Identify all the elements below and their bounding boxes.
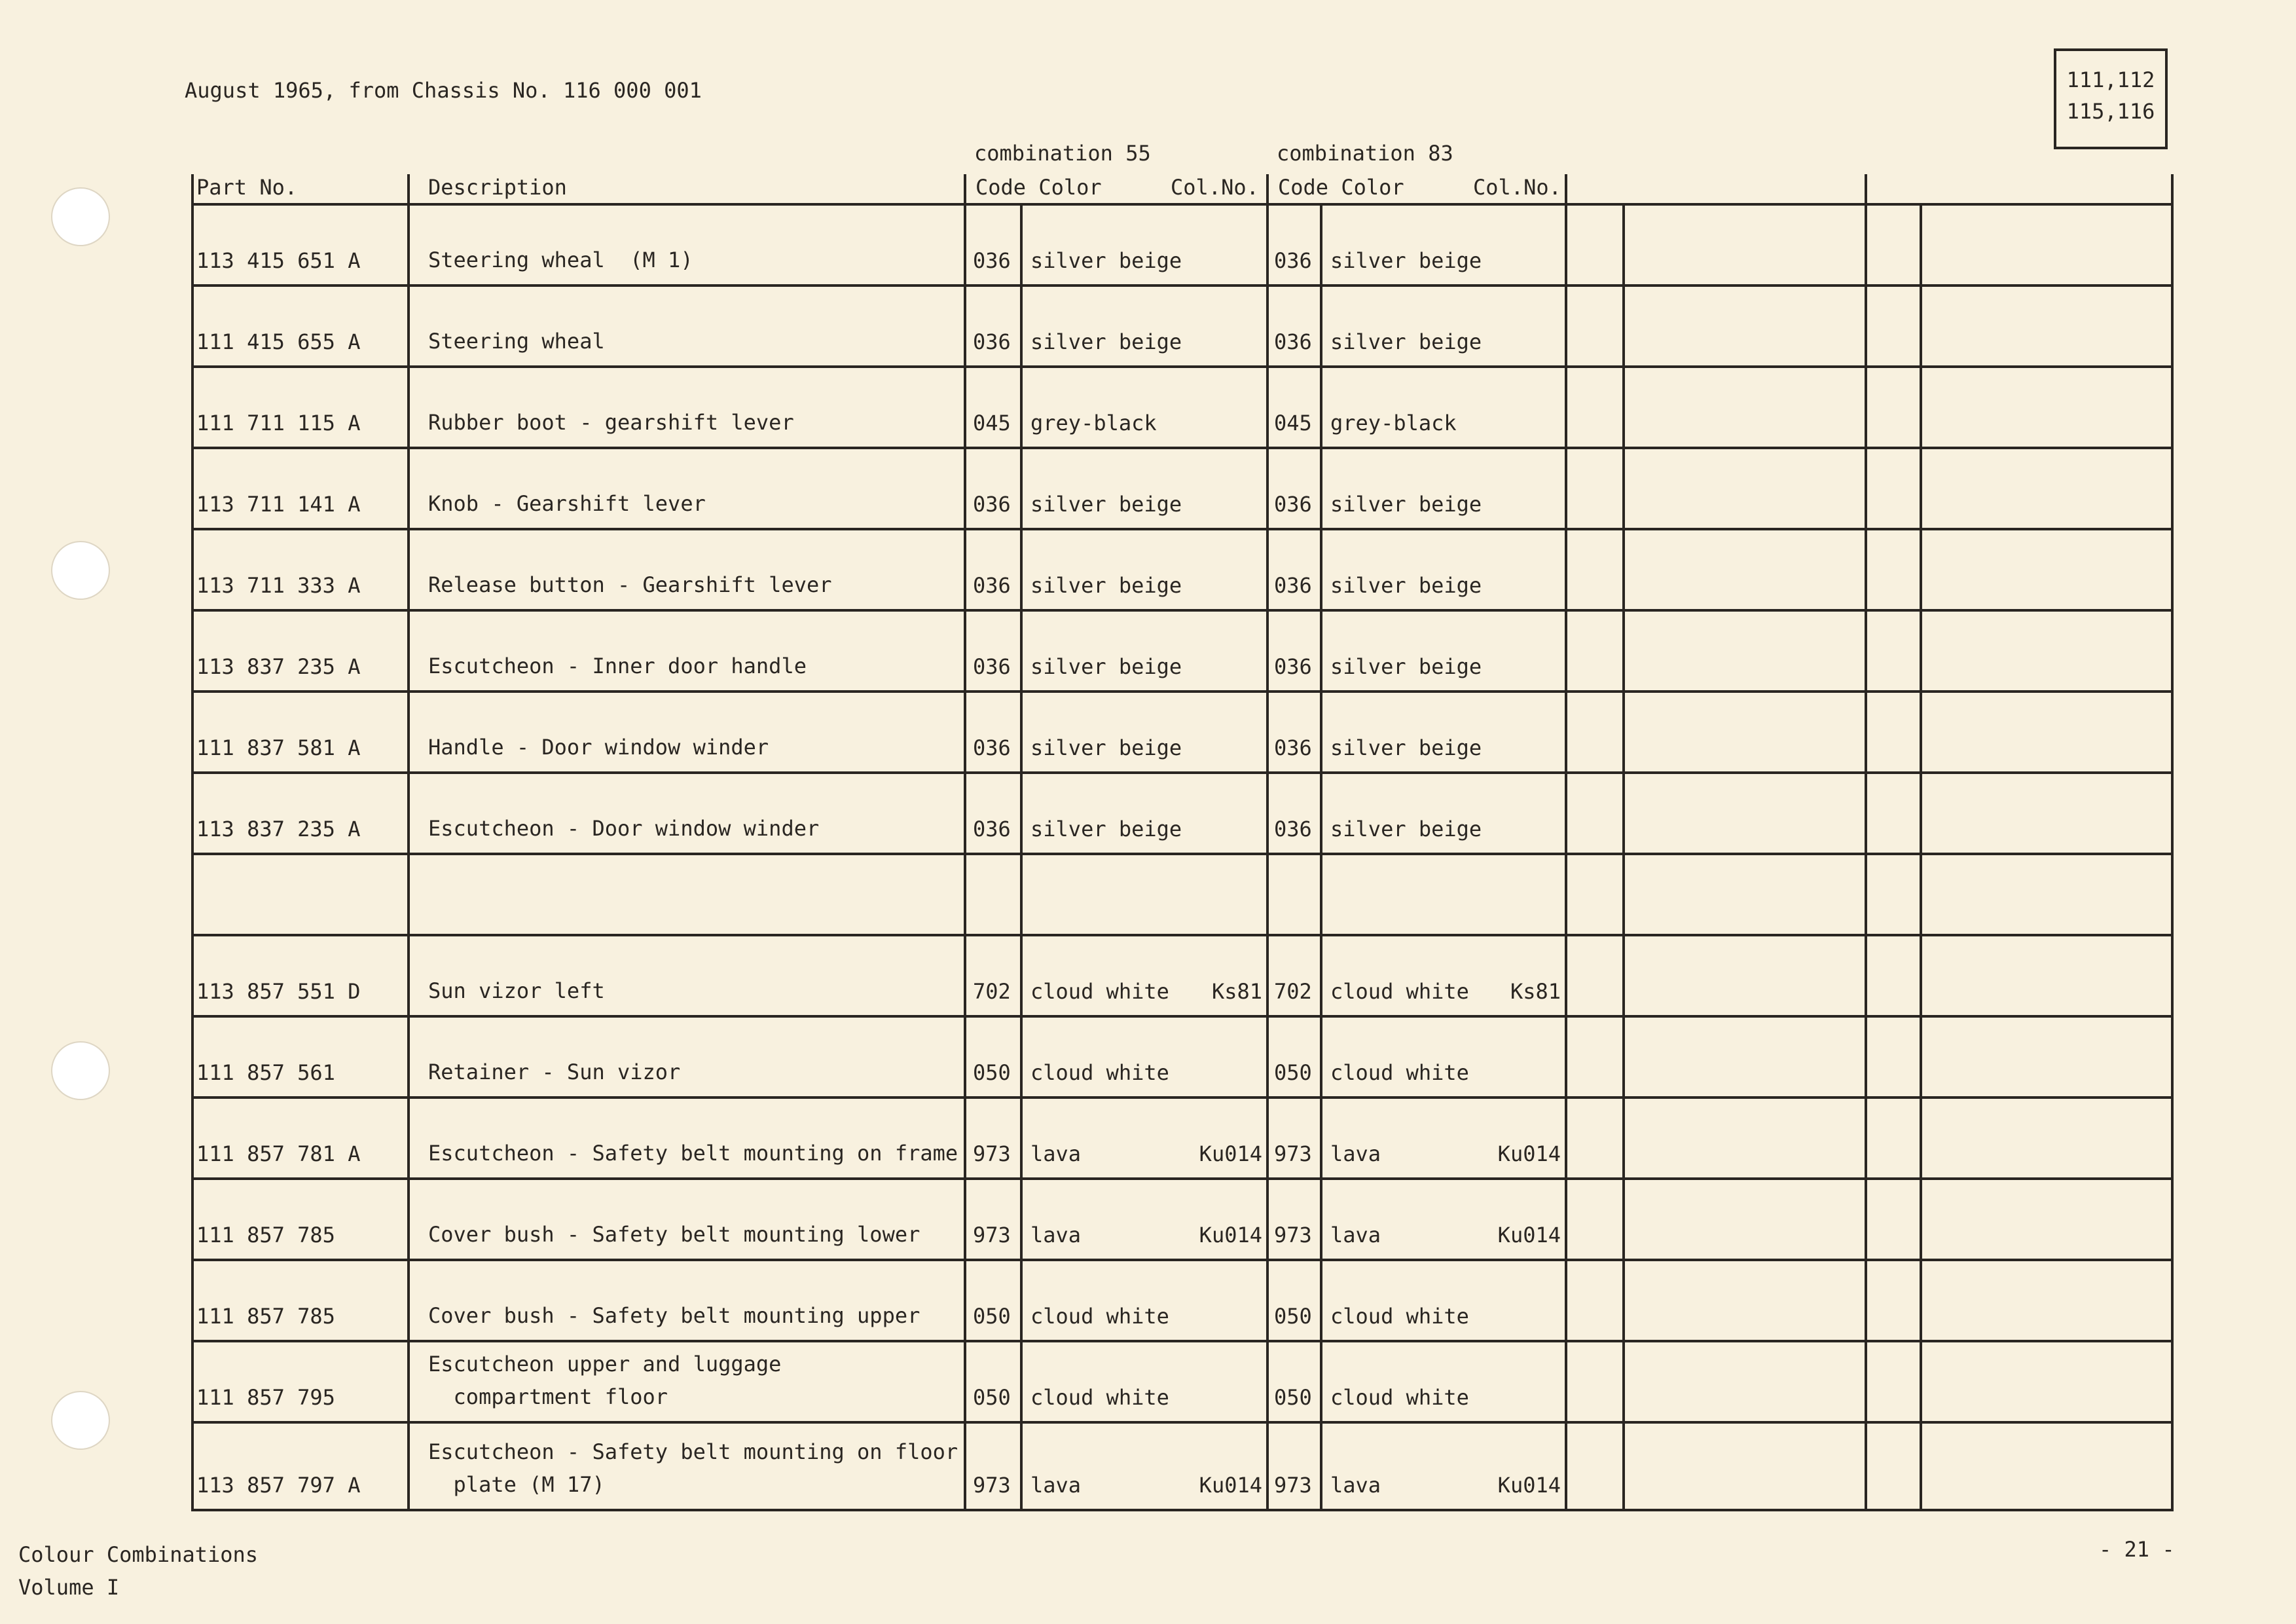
description [428,1435,958,1501]
table-row [0,609,2296,690]
part-number: 111 857 795 [196,1385,335,1410]
combo2-color: grey-black [1330,411,1457,435]
part-number: 111 837 581 A [196,735,361,760]
model-reference-line: 111,112 [2066,67,2155,92]
part-number: 113 837 235 A [196,654,361,679]
table-row [0,771,2296,853]
combo1-color: silver beige [1030,817,1182,841]
table-row [0,1259,2296,1340]
combo1-code: 050 [973,1304,1011,1329]
description-line: Escutcheon - Safety belt mounting on floor [428,1439,958,1464]
description-header: Description [428,175,567,200]
part-no-header: Part No. [196,175,298,200]
combo2-color: lava [1330,1473,1381,1498]
combo2-col-no: Ku014 [1497,1223,1561,1247]
combo1-code-color-header: Code Color [975,175,1102,200]
description [428,650,807,682]
description [428,1137,958,1170]
combo2-code: 036 [1274,573,1312,598]
part-number: 113 837 235 A [196,817,361,841]
combo1-code: 973 [973,1223,1011,1247]
combo1-code: 702 [973,979,1011,1004]
combo2-color: cloud white [1330,979,1469,1004]
combo1-color: lava [1030,1223,1082,1247]
combo2-color: silver beige [1330,248,1482,273]
date-line: August 1965, from Chassis No. 116 000 001 [185,78,702,103]
combo2-code: 050 [1274,1385,1312,1410]
combo2-code: 050 [1274,1060,1312,1085]
description-line: Steering wheal (M 1) [428,248,693,272]
table-row [0,1177,2296,1259]
table-row [0,1096,2296,1177]
table-row [0,203,2296,284]
combo1-color: cloud white [1030,1060,1169,1085]
combo2-code: 973 [1274,1141,1312,1166]
description [428,325,605,358]
part-number: 113 711 141 A [196,492,361,517]
combo1-color: silver beige [1030,735,1182,760]
part-number: 113 857 797 A [196,1473,361,1498]
description [428,1348,781,1413]
part-number: 113 857 551 D [196,979,361,1004]
table-row [0,1340,2296,1421]
part-number: 111 711 115 A [196,411,361,435]
combo1-color: cloud white [1030,979,1169,1004]
description [428,812,819,845]
description [428,244,693,276]
combo2-code: 036 [1274,654,1312,679]
table-row [0,1015,2296,1096]
description-line: Sun vizor left [428,978,605,1003]
combo1-color: silver beige [1030,492,1182,517]
row-divider [191,1421,2174,1424]
combo1-code: 973 [973,1473,1011,1498]
combo2-code: 036 [1274,248,1312,273]
combo2-color: silver beige [1330,573,1482,598]
combo1-code: 036 [973,654,1011,679]
combo2-color: lava [1330,1141,1381,1166]
combo1-col-no: Ku014 [1199,1473,1262,1498]
combo1-code: 036 [973,573,1011,598]
combo2-code: 973 [1274,1223,1312,1247]
description [428,568,832,601]
row-divider [191,1509,2174,1511]
combo2-color: silver beige [1330,329,1482,354]
description [428,1299,920,1332]
combo2-col-no: Ks81 [1510,979,1561,1004]
part-number: 111 857 781 A [196,1141,361,1166]
description-line: Rubber boot - gearshift lever [428,410,794,435]
combo1-code: 036 [973,248,1011,273]
combo1-code: 036 [973,817,1011,841]
combo1-code: 973 [973,1141,1011,1166]
table-row [0,690,2296,771]
combo2-color: silver beige [1330,817,1482,841]
table-row [0,284,2296,365]
combo2-code: 036 [1274,492,1312,517]
combo2-code: 045 [1274,411,1312,435]
combo2-code: 036 [1274,817,1312,841]
combo1-code: 036 [973,329,1011,354]
description-line: Cover bush - Safety belt mounting lower [428,1222,920,1247]
combo1-color: silver beige [1030,573,1182,598]
combo2-col-no-header: Col.No. [1473,175,1561,200]
model-reference-box [2054,48,2168,149]
combo1-color: silver beige [1030,248,1182,273]
combo1-color: lava [1030,1141,1082,1166]
combo2-code: 702 [1274,979,1312,1004]
table-row [0,853,2296,934]
combo1-code: 050 [973,1060,1011,1085]
combo1-color: cloud white [1030,1304,1169,1329]
combo1-color: cloud white [1030,1385,1169,1410]
combo2-code: 973 [1274,1473,1312,1498]
combo1-code: 050 [973,1385,1011,1410]
description [428,731,769,764]
part-number: 113 711 333 A [196,573,361,598]
combo1-code: 036 [973,735,1011,760]
combo1-color: silver beige [1030,654,1182,679]
table-row [0,1428,2296,1509]
combo2-color: silver beige [1330,654,1482,679]
description-line: plate (M 17) [428,1472,605,1497]
combo2-color: cloud white [1330,1304,1469,1329]
combo1-code: 045 [973,411,1011,435]
footer-title: Colour Combinations [18,1542,259,1567]
combo2-code: 036 [1274,735,1312,760]
part-number: 111 415 655 A [196,329,361,354]
description-line: Cover bush - Safety belt mounting upper [428,1303,920,1328]
combo2-code: 050 [1274,1304,1312,1329]
page-number: - 21 - [2099,1537,2175,1562]
combo1-col-no-header: Col.No. [1171,175,1259,200]
combo1-color: silver beige [1030,329,1182,354]
description [428,974,605,1007]
combo2-col-no: Ku014 [1497,1473,1561,1498]
combo2-color: lava [1330,1223,1381,1247]
table-row [0,528,2296,609]
description-line: Release button - Gearshift lever [428,572,832,597]
combo1-color: grey-black [1030,411,1157,435]
combo2-code: 036 [1274,329,1312,354]
description-line: compartment floor [428,1384,668,1409]
combination-83-title: combination 83 [1277,141,1453,166]
description-line: Handle - Door window winder [428,735,769,760]
combo2-color: silver beige [1330,735,1482,760]
table-row [0,365,2296,447]
description-line: Steering wheal [428,329,605,354]
table-row [0,447,2296,528]
description [428,1056,680,1088]
part-number: 111 857 561 [196,1060,335,1085]
combo2-code-color-header: Code Color [1278,175,1404,200]
combo1-color: lava [1030,1473,1082,1498]
combo2-color: silver beige [1330,492,1482,517]
combo2-col-no: Ku014 [1497,1141,1561,1166]
description-line: Escutcheon - Inner door handle [428,654,807,678]
description-line: Escutcheon upper and luggage [428,1352,782,1376]
model-reference-line: 115,116 [2066,99,2155,124]
combo2-color: cloud white [1330,1060,1469,1085]
combo1-col-no: Ku014 [1199,1141,1262,1166]
part-number: 113 415 651 A [196,248,361,273]
description-line: Escutcheon - Safety belt mounting on frame [428,1141,958,1166]
description [428,406,794,439]
combo1-col-no: Ks81 [1211,979,1262,1004]
combo2-color: cloud white [1330,1385,1469,1410]
description-line: Escutcheon - Door window winder [428,816,820,841]
table-row [0,934,2296,1015]
footer-volume: Volume I [18,1575,120,1600]
part-number: 111 857 785 [196,1304,335,1329]
part-number: 111 857 785 [196,1223,335,1247]
combo1-col-no: Ku014 [1199,1223,1262,1247]
description [428,1218,920,1251]
description-line: Knob - Gearshift lever [428,491,706,516]
combination-55-title: combination 55 [974,141,1151,166]
combo1-code: 036 [973,492,1011,517]
description-line: Retainer - Sun vizor [428,1060,681,1084]
description [428,487,706,520]
